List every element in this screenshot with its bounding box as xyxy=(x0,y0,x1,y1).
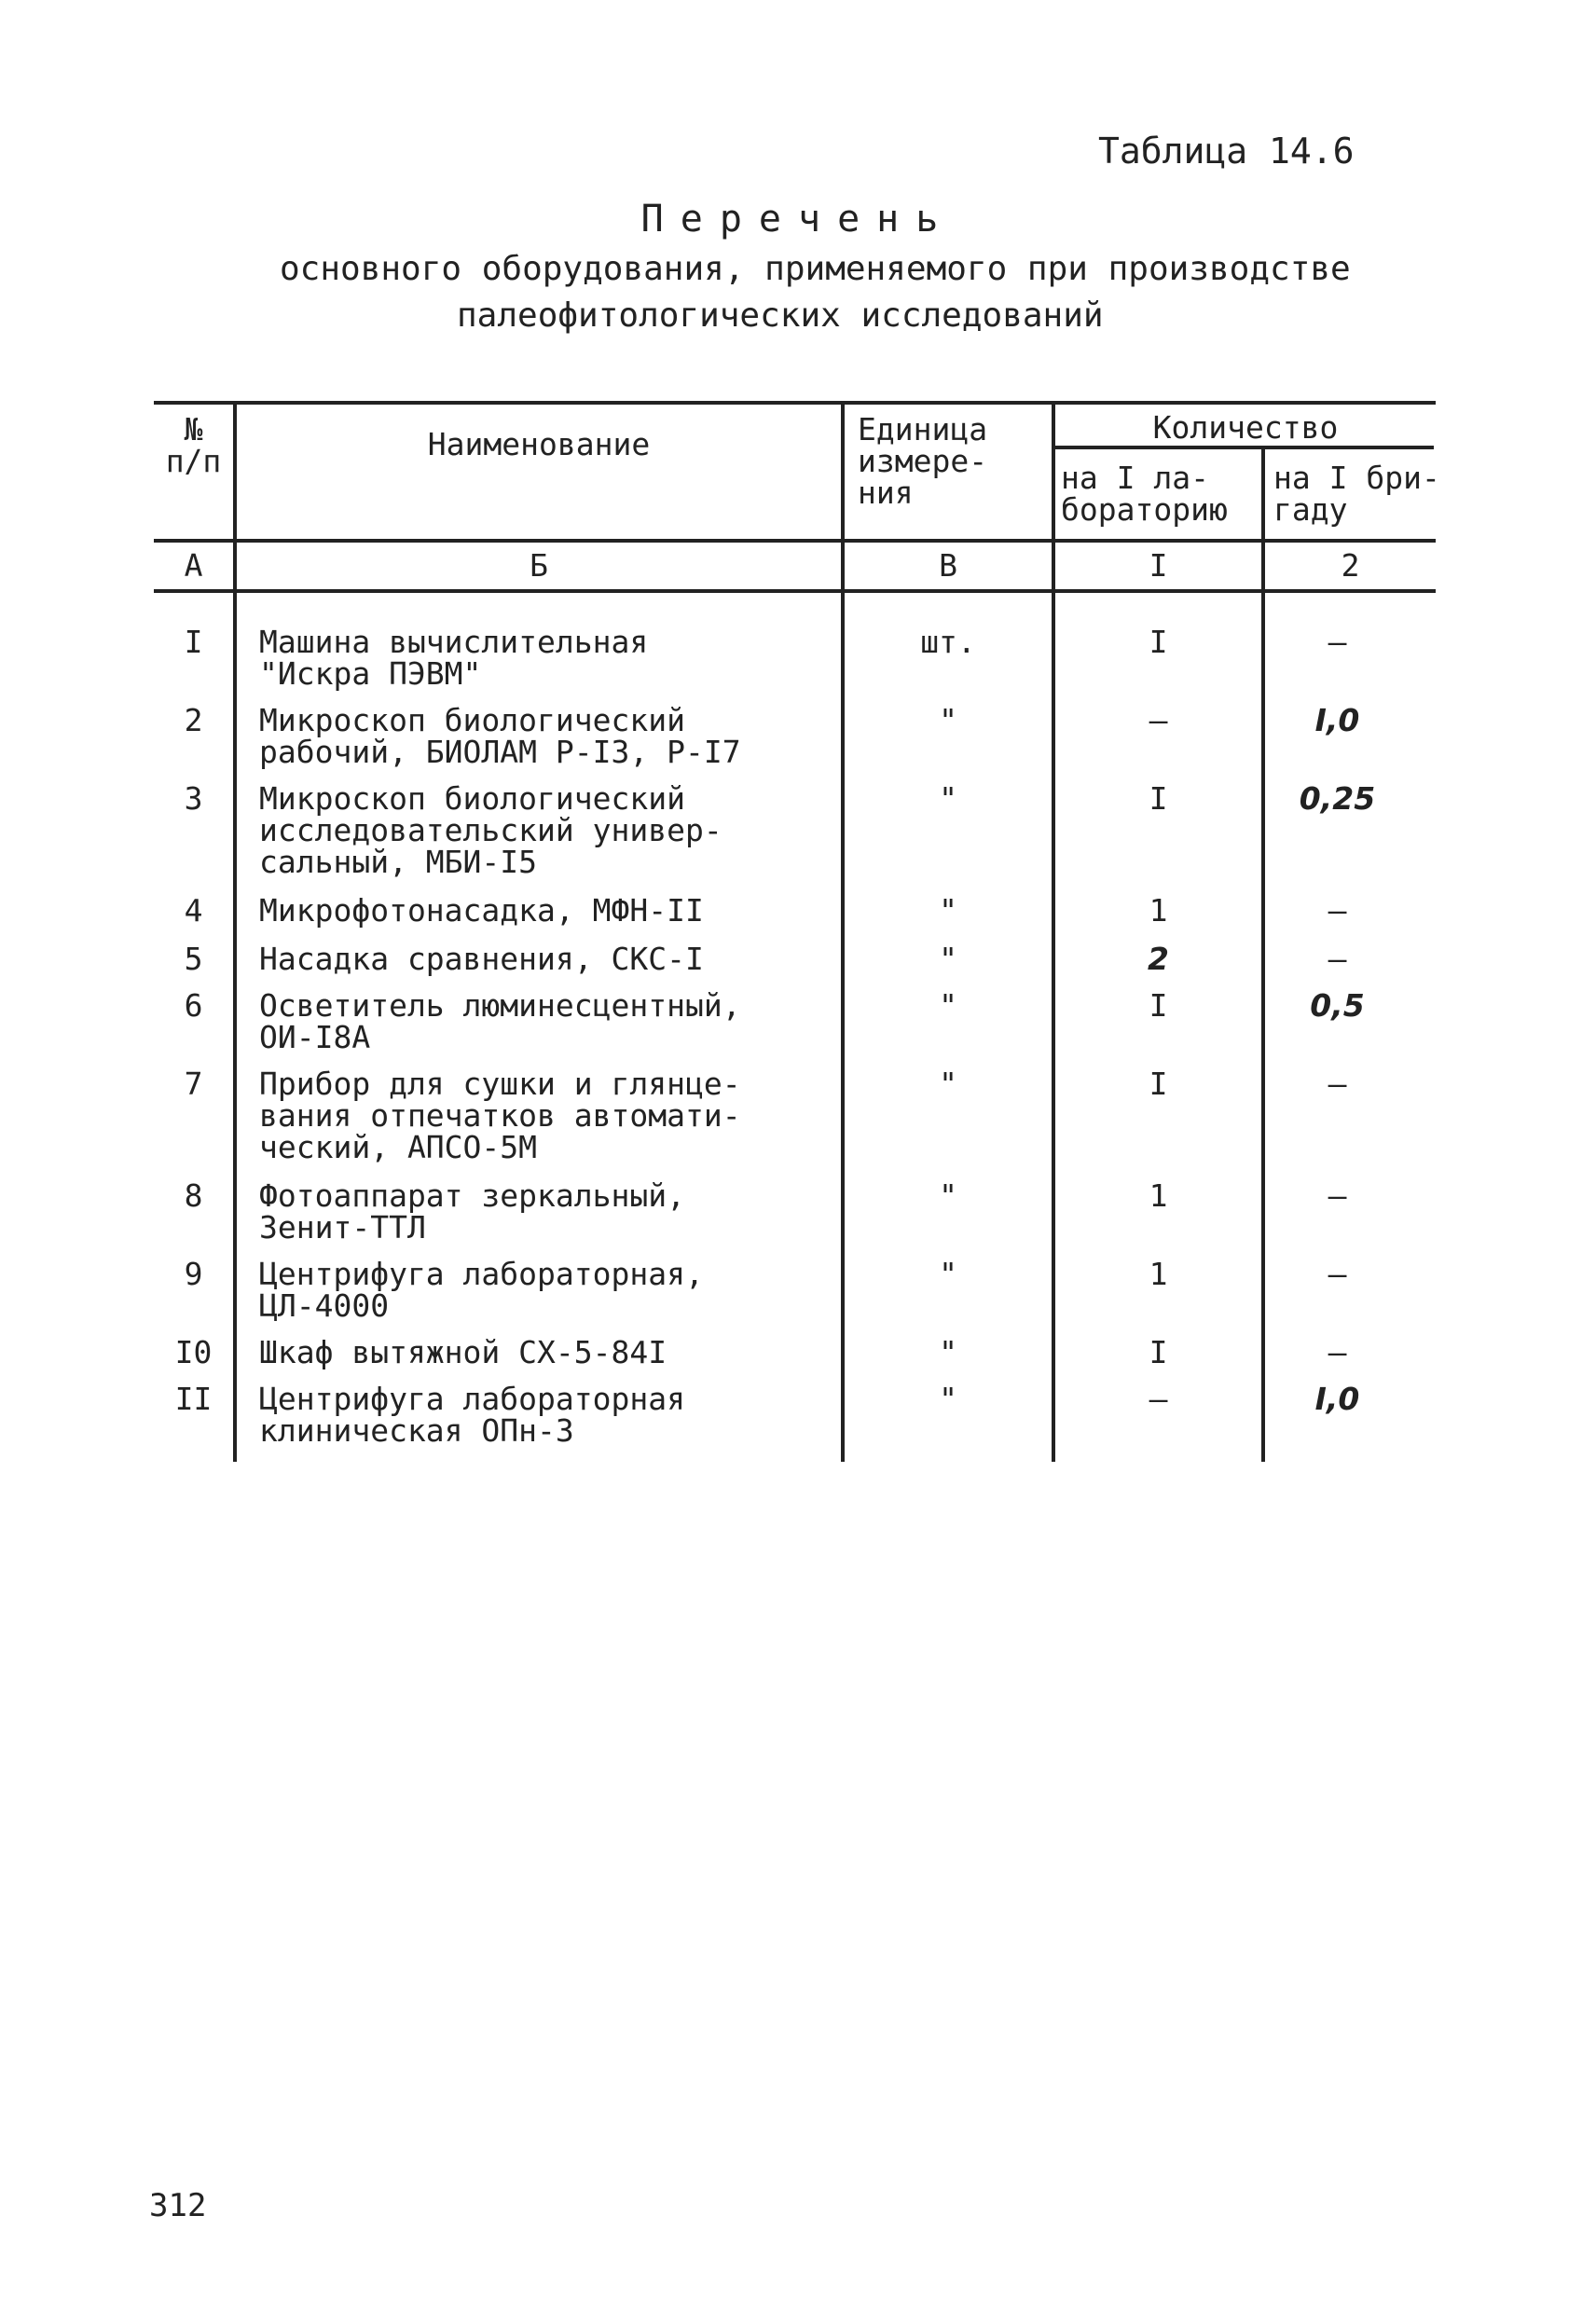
row-lab-qty: I xyxy=(1149,987,1168,1024)
page-number: 312 xyxy=(149,2187,207,2224)
row-name-line: сальный, МБИ-I5 xyxy=(259,844,538,880)
row-name-line: вания отпечатков автомати- xyxy=(259,1097,741,1134)
row-name-line: исследовательский универ- xyxy=(259,812,722,848)
row-brig-qty: – xyxy=(1328,892,1347,929)
row-name-line: Микроскоп биологический xyxy=(259,780,685,817)
row-lab-qty: 2 xyxy=(1148,941,1169,977)
row-name-line: Микрофотонасадка, МФН-II xyxy=(259,892,704,929)
row-brig-qty: – xyxy=(1328,941,1347,977)
header-brig-2: гаду xyxy=(1273,491,1348,528)
row-name-line: ЦЛ-4000 xyxy=(259,1287,390,1324)
row-unit: " xyxy=(939,780,957,817)
row-name-line: рабочий, БИОЛАМ Р-I3, Р-I7 xyxy=(259,734,741,770)
header-unit-1: Единица xyxy=(858,411,988,447)
row-number: II xyxy=(174,1381,213,1417)
code-1: I xyxy=(1149,547,1168,584)
row-lab-qty: I xyxy=(1149,780,1168,817)
row-number: 6 xyxy=(184,987,203,1024)
row-unit: шт. xyxy=(920,624,976,660)
row-name-line: Насадка сравнения, СКС-I xyxy=(259,941,704,977)
row-number: 9 xyxy=(184,1256,203,1292)
row-brig-qty: – xyxy=(1328,1177,1347,1214)
row-lab-qty: I xyxy=(1149,1334,1168,1370)
row-brig-qty: I,0 xyxy=(1314,702,1360,738)
code-v: В xyxy=(939,547,957,584)
row-lab-qty: 1 xyxy=(1149,892,1168,929)
row-unit: " xyxy=(939,987,957,1024)
table-label: Таблица 14.6 xyxy=(1098,131,1355,172)
row-brig-qty: – xyxy=(1328,1066,1347,1102)
quantity-subrule xyxy=(1052,446,1434,449)
header-quantity: Количество xyxy=(1152,409,1339,446)
row-brig-qty: 0,5 xyxy=(1310,987,1365,1024)
row-unit: " xyxy=(939,941,957,977)
code-b: Б xyxy=(530,547,548,584)
subtitle-line-2: палеофитологических исследований xyxy=(457,296,1104,335)
subtitle-line-1: основного оборудования, применяемого при производстве xyxy=(280,250,1351,288)
header-name: Наименование xyxy=(427,426,651,462)
codes-bottom-rule xyxy=(154,589,1436,593)
header-lab-2: бораторию xyxy=(1061,491,1228,528)
row-number: I0 xyxy=(174,1334,213,1370)
header-bottom-rule xyxy=(154,539,1436,543)
row-lab-qty: I xyxy=(1149,1066,1168,1102)
row-name-line: Машина вычислительная xyxy=(259,624,649,660)
row-unit: " xyxy=(939,702,957,738)
row-number: I xyxy=(184,624,203,660)
row-number: 8 xyxy=(184,1177,203,1214)
row-unit: " xyxy=(939,1381,957,1417)
code-2: 2 xyxy=(1341,547,1360,584)
row-unit: " xyxy=(939,1177,957,1214)
row-lab-qty: I xyxy=(1149,624,1168,660)
header-unit-2: измере- xyxy=(858,443,988,479)
header-num: № xyxy=(184,411,203,447)
row-lab-qty: – xyxy=(1149,702,1168,738)
document-title: Перечень xyxy=(640,198,956,241)
row-lab-qty: 1 xyxy=(1149,1177,1168,1214)
header-lab-1: на I ла- xyxy=(1061,460,1209,496)
row-unit: " xyxy=(939,892,957,929)
row-name-line: Центрифуга лабораторная xyxy=(259,1381,685,1417)
row-number: 5 xyxy=(184,941,203,977)
row-unit: " xyxy=(939,1256,957,1292)
row-number: 7 xyxy=(184,1066,203,1102)
row-brig-qty: – xyxy=(1328,1256,1347,1292)
row-name-line: Фотоаппарат зеркальный, xyxy=(259,1177,685,1214)
row-number: 4 xyxy=(184,892,203,929)
row-number: 2 xyxy=(184,702,203,738)
row-lab-qty: – xyxy=(1149,1381,1168,1417)
row-name-line: Осветитель люминесцентный, xyxy=(259,987,741,1024)
row-unit: " xyxy=(939,1066,957,1102)
row-name-line: ческий, АПСО-5М xyxy=(259,1129,538,1165)
row-name-line: Зенит-ТТЛ xyxy=(259,1209,426,1245)
row-number: 3 xyxy=(184,780,203,817)
row-brig-qty: – xyxy=(1328,624,1347,660)
row-name-line: клиническая ОПн-3 xyxy=(259,1412,574,1449)
row-name-line: Шкаф вытяжной СХ-5-84I xyxy=(259,1334,667,1370)
header-unit-3: ния xyxy=(858,475,914,511)
table-top-rule xyxy=(154,401,1436,405)
row-lab-qty: 1 xyxy=(1149,1256,1168,1292)
header-brig-1: на I бри- xyxy=(1273,460,1440,496)
row-brig-qty: I,0 xyxy=(1314,1381,1360,1417)
row-brig-qty: 0,25 xyxy=(1299,780,1376,817)
row-name-line: "Искра ПЭВМ" xyxy=(259,655,482,692)
row-brig-qty: – xyxy=(1328,1334,1347,1370)
row-name-line: Центрифуга лабораторная, xyxy=(259,1256,704,1292)
row-name-line: ОИ-I8А xyxy=(259,1019,371,1055)
code-a: А xyxy=(184,547,203,584)
header-num-2: п/п xyxy=(165,443,222,479)
row-name-line: Микроскоп биологический xyxy=(259,702,685,738)
row-name-line: Прибор для сушки и глянце- xyxy=(259,1066,741,1102)
row-unit: " xyxy=(939,1334,957,1370)
